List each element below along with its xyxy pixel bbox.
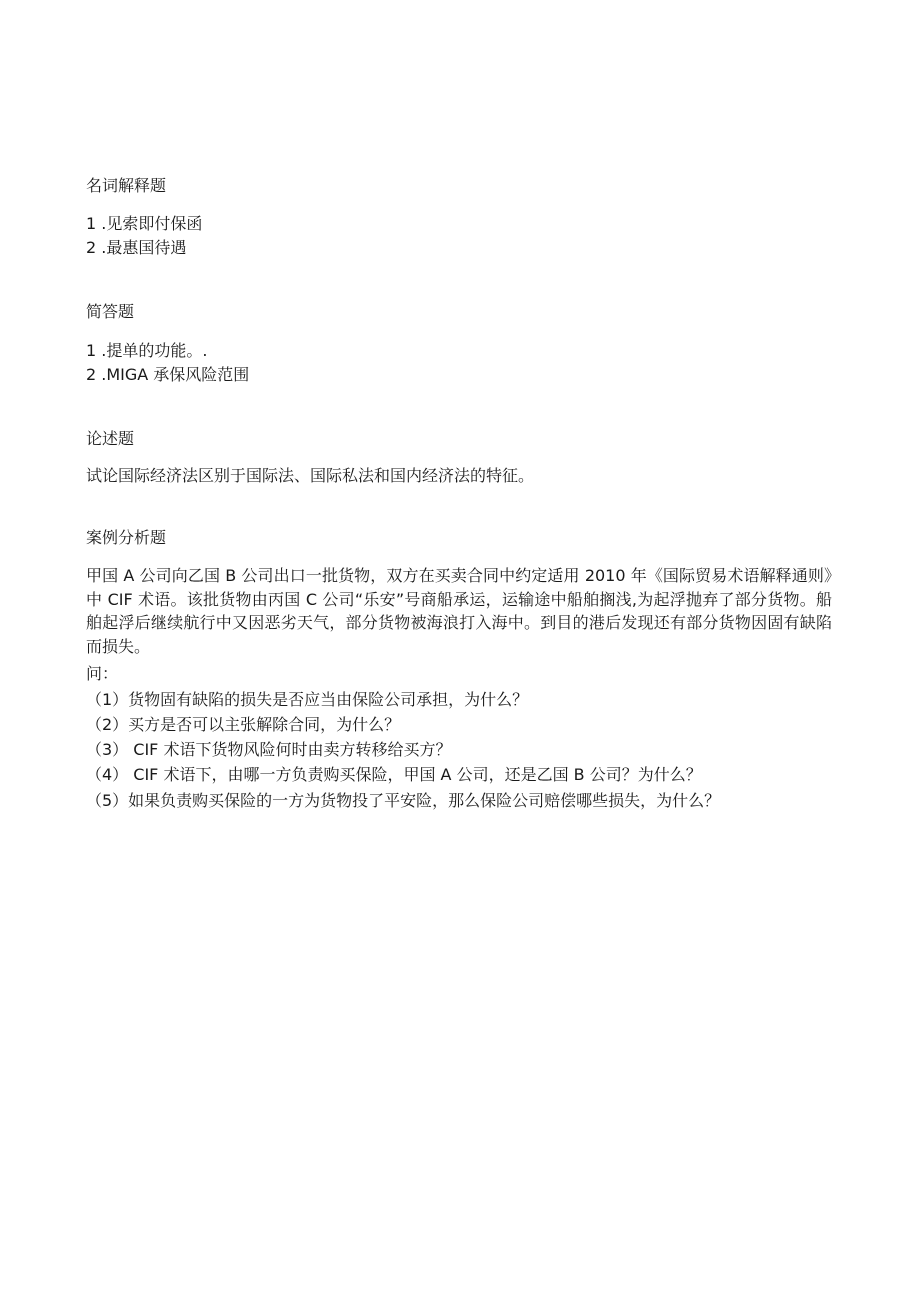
list-item: 2 .最惠国待遇 — [86, 238, 187, 257]
case-question: （4） CIF 术语下，由哪一方负责购买保险，甲国 A 公司，还是乙国 B 公司？为什么？ — [86, 765, 702, 784]
section-title-short-answer: 简答题 — [86, 302, 135, 321]
case-question: （1）货物固有缺陷的损失是否应当由保险公司承担，为什么？ — [86, 690, 529, 709]
section-title-terms: 名词解释题 — [86, 176, 167, 195]
section-title-essay: 论述题 — [86, 429, 135, 448]
case-question: （2）买方是否可以主张解除合同，为什么？ — [86, 715, 401, 734]
case-question: （5）如果负责购买保险的一方为货物投了平安险，那么保险公司赔偿哪些损失，为什么？ — [86, 791, 721, 810]
case-description: 甲国 A 公司向乙国 B 公司出口一批货物，双方在买卖合同中约定适用 2010 年《国际贸易术语解释通则》中 CIF 术语。该批货物由丙国 C 公司“乐安”号商船承运，运输途中船舶搁浅,为起浮抛弃了部分货物。船舶起浮后继续航行中又因恶劣天气，部分货物被海浪打入海中。到目的港后发现还有部分货物因固有缺陷而损失。 — [86, 566, 832, 656]
case-ask-label: 问： — [86, 664, 119, 683]
section-title-case: 案例分析题 — [86, 528, 167, 547]
case-question: （3） CIF 术语下货物风险何时由卖方转移给买方？ — [86, 740, 452, 759]
essay-question: 试论国际经济法区别于国际法、国际私法和国内经济法的特征。 — [86, 466, 535, 485]
list-item: 1 .见索即付保函 — [86, 214, 203, 233]
list-item: 1 .提单的功能。. — [86, 341, 208, 360]
list-item: 2 .MIGA 承保风险范围 — [86, 365, 250, 384]
